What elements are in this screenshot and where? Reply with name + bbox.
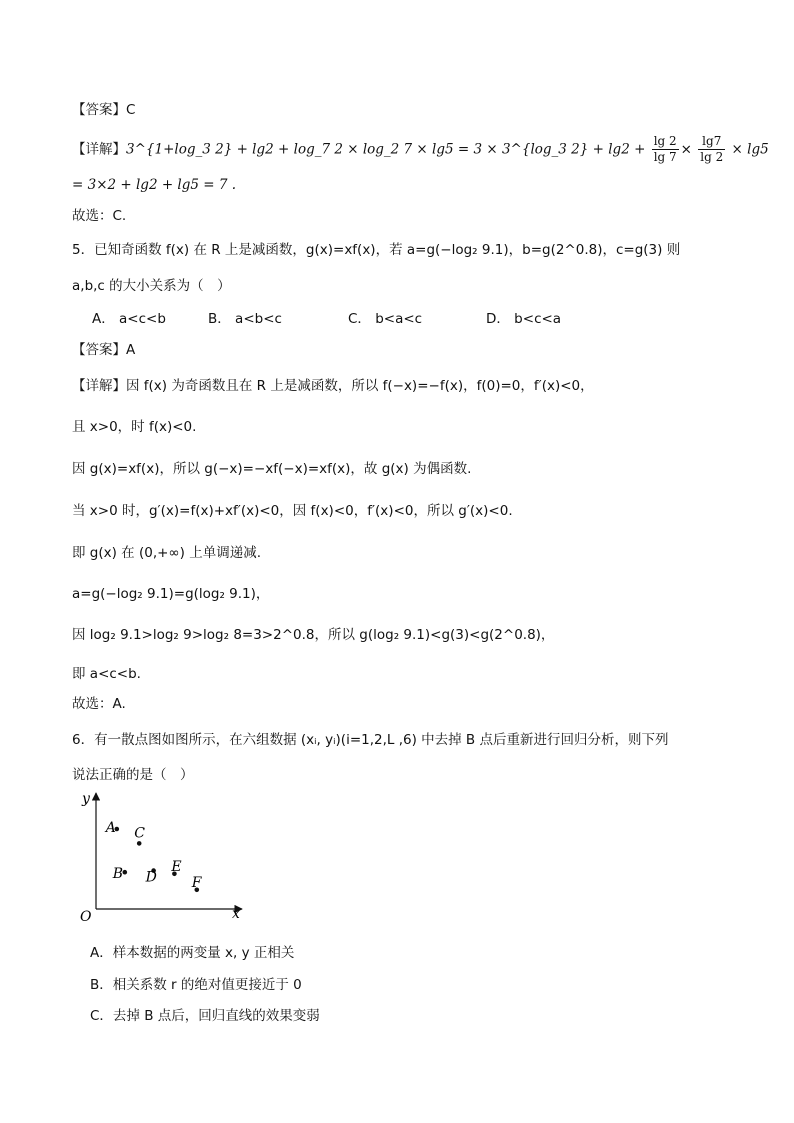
q6-option-a: A．样本数据的两变量 x, y 正相关: [90, 945, 295, 961]
point-C: [137, 841, 142, 846]
q4-detail-line: 【详解】3^{1+log_3 2} + lg2 + log_7 2 × log_2 7 × lg5 = 3 × 3^{log_3 2} + lg2 + $\frac{\lg 2}{\lg 7}$ × $\frac{\lg 7}{\lg 2}$ × lg5: [72, 134, 769, 164]
q6-option-b: B．相关系数 r 的绝对值更接近于 0: [90, 977, 302, 993]
q5-detail-8: 即 a<c<b.: [72, 666, 141, 682]
point-label-E: E: [171, 858, 182, 875]
x-axis-label: x: [232, 906, 240, 922]
q5-detail-2: 且 x>0，时 f(x)<0.: [72, 419, 197, 435]
q5-option-c: C． b<a<c: [348, 311, 423, 327]
q5-detail-6: a=g(−log₂ 9.1)=g(log₂ 9.1)，: [72, 586, 270, 602]
q5-detail-7: 因 log₂ 9.1>log₂ 9>log₂ 8=3>2^0.8，所以 g(log₂ 9.1)<g(3)<g(2^0.8)，: [72, 627, 555, 643]
q5-option-b: B． a<b<c: [208, 311, 282, 327]
q6-stem-1: 6．有一散点图如图所示，在六组数据 (xᵢ, yᵢ)(i=1,2,L ,6) 中去掉 B 点后重新进行回归分析，则下列: [72, 732, 669, 748]
q4-line-2: = 3×2 + lg2 + lg5 = 7 .: [72, 177, 237, 193]
q4-choice: 故选：C.: [72, 208, 127, 224]
q5-stem-2: a,b,c 的大小关系为（ ）: [72, 278, 231, 294]
q5-choice: 故选：A.: [72, 696, 126, 712]
q5-detail-1: 【详解】因 f(x) 为奇函数且在 R 上是减函数，所以 f(−x)=−f(x)，f(0)=0，f′(x)<0，: [72, 378, 594, 394]
q5-detail-3: 因 g(x)=xf(x)，所以 g(−x)=−xf(−x)=xf(x)，故 g(x) 为偶函数.: [72, 461, 472, 477]
q6-stem-2: 说法正确的是（ ）: [72, 767, 194, 783]
q5-option-d: D． b<c<a: [486, 311, 562, 327]
point-label-B: B: [112, 866, 124, 883]
q4-frac-1: $\frac{\lg 2}{\lg 7}$: [653, 134, 677, 164]
q4-frac-2: $\frac{\lg 7}{\lg 2}$: [700, 134, 724, 164]
point-label-A: A: [105, 820, 116, 836]
origin-label: O: [80, 909, 92, 925]
point-label-C: C: [134, 825, 145, 842]
q5-detail-5: 即 g(x) 在 (0,+∞) 上单调递减.: [72, 545, 262, 561]
q6-option-c: C．去掉 B 点后，回归直线的效果变弱: [90, 1008, 320, 1024]
q5-detail-4: 当 x>0 时，g′(x)=f(x)+xf′(x)<0，因 f(x)<0，f′(x)<0，所以 g′(x)<0.: [72, 503, 513, 519]
y-axis-label: y: [82, 791, 90, 807]
scatter-plot: [72, 785, 262, 925]
point-B: [123, 870, 128, 875]
q5-option-a: A． a<c<b: [92, 311, 166, 327]
detail-label: 【详解】: [72, 141, 126, 158]
q4-answer: 【答案】C: [72, 102, 136, 118]
q5-answer: 【答案】A: [72, 342, 136, 358]
q4-expr-end: × lg5: [731, 141, 769, 158]
detail-label: 【详解】: [72, 378, 126, 394]
q5-stem-1: 5．已知奇函数 f(x) 在 R 上是减函数，g(x)=xf(x)，若 a=g(−log₂ 9.1)，b=g(2^0.8)，c=g(3) 则: [72, 242, 681, 258]
point-label-F: F: [191, 874, 202, 891]
point-label-D: D: [145, 869, 157, 886]
q4-expr-start: 3^{1+log_3 2} + lg2 + log_7 2 × log_2 7 × lg5 = 3 × 3^{log_3 2} + lg2 +: [126, 141, 646, 158]
